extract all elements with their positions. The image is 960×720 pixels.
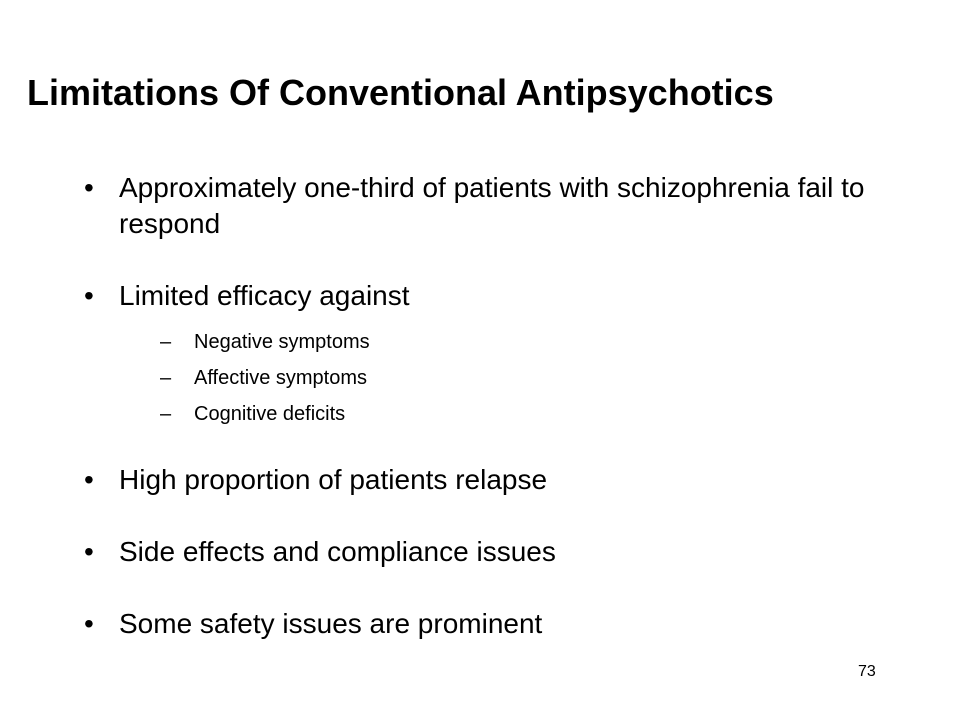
bullet-marker: • bbox=[84, 280, 94, 311]
bullet-list bbox=[84, 170, 904, 642]
bullet-text: Approximately one-third of patients with schizophrenia fail to respond bbox=[119, 172, 865, 239]
bullet-item bbox=[84, 606, 904, 642]
bullet-item bbox=[84, 170, 904, 242]
sub-bullet-item bbox=[160, 396, 904, 432]
bullet-text: Limited efficacy against bbox=[119, 280, 410, 311]
sub-bullet-text: Affective symptoms bbox=[194, 367, 368, 389]
bullet-marker: • bbox=[84, 464, 94, 495]
bullet-item bbox=[84, 278, 904, 432]
bullet-item bbox=[84, 534, 904, 570]
sub-bullet-item bbox=[160, 360, 904, 396]
page-number: 73 bbox=[858, 663, 876, 680]
sub-bullet-text: Negative symptoms bbox=[194, 331, 370, 353]
bullet-item bbox=[84, 462, 904, 498]
sub-bullet-marker: – bbox=[160, 331, 172, 353]
bullet-marker: • bbox=[84, 608, 94, 639]
sub-bullet-item bbox=[160, 324, 904, 360]
bullet-marker: • bbox=[84, 536, 94, 567]
bullet-text: High proportion of patients relapse bbox=[119, 464, 548, 495]
sub-bullet-marker: – bbox=[160, 403, 172, 425]
bullet-marker: • bbox=[84, 172, 94, 203]
sub-bullet-text: Cognitive deficits bbox=[194, 403, 346, 425]
bullet-text: Side effects and compliance issues bbox=[119, 536, 556, 567]
slide-title: Limitations Of Conventional Antipsychotics bbox=[27, 72, 774, 113]
sub-bullet-list bbox=[119, 324, 904, 432]
bullet-text: Some safety issues are prominent bbox=[119, 608, 543, 639]
sub-bullet-marker: – bbox=[160, 367, 172, 389]
